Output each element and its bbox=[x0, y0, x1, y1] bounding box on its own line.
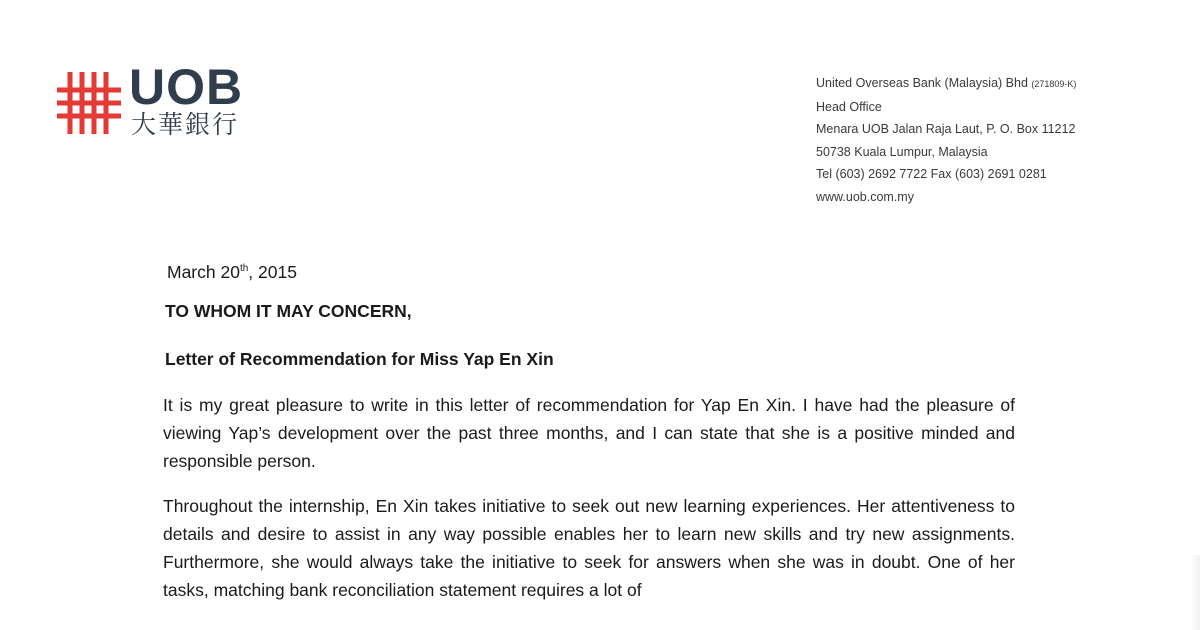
company-code: (271809-K) bbox=[1031, 79, 1077, 89]
office-line: Head Office bbox=[816, 99, 882, 114]
letter-salutation: TO WHOM IT MAY CONCERN, bbox=[165, 301, 412, 321]
letter-paragraph: Throughout the internship, En Xin takes initiative to seek out new learning experiences. Her attentiveness to details and desire to assist in any way possible enables her to learn new skills and try new assignments. Furthermore, she would always take the initiative to seek for answers when she was in doubt. One of her tasks, matching bank reconciliation statement requires a lot of bbox=[163, 496, 1015, 600]
company-name-line bbox=[816, 72, 1076, 96]
website-line: www.uob.com.my bbox=[816, 189, 914, 204]
date-prefix: March 20 bbox=[167, 262, 240, 282]
uob-logo-mark-icon bbox=[55, 70, 125, 136]
uob-logo-text: UOB bbox=[129, 59, 244, 115]
city-line: 50738 Kuala Lumpur, Malaysia bbox=[816, 144, 988, 159]
uob-logo bbox=[55, 59, 255, 142]
uob-logo-chinese-text: 大華銀行 bbox=[131, 110, 240, 139]
street-line: Menara UOB Jalan Raja Laut, P. O. Box 11212 bbox=[816, 122, 1076, 137]
letter-subject: Letter of Recommendation for Miss Yap En Xin bbox=[165, 349, 554, 369]
scan-page-edge bbox=[1190, 555, 1200, 630]
date-year: , 2015 bbox=[248, 262, 297, 282]
bank-address-block bbox=[816, 72, 1076, 209]
letter-body bbox=[163, 262, 1015, 621]
letter-paragraph: It is my great pleasure to write in this letter of recommendation for Yap En Xin. I have had the pleasure of viewing Yap’s development over the past three months, and I can state that she is a positive minded and responsible person. bbox=[163, 395, 1015, 471]
company-name: United Overseas Bank (Malaysia) Bhd bbox=[816, 76, 1028, 90]
date-ordinal: th bbox=[239, 263, 249, 275]
contact-line: Tel (603) 2692 7722 Fax (603) 2691 0281 bbox=[816, 167, 1047, 182]
letter-date bbox=[167, 262, 1015, 283]
